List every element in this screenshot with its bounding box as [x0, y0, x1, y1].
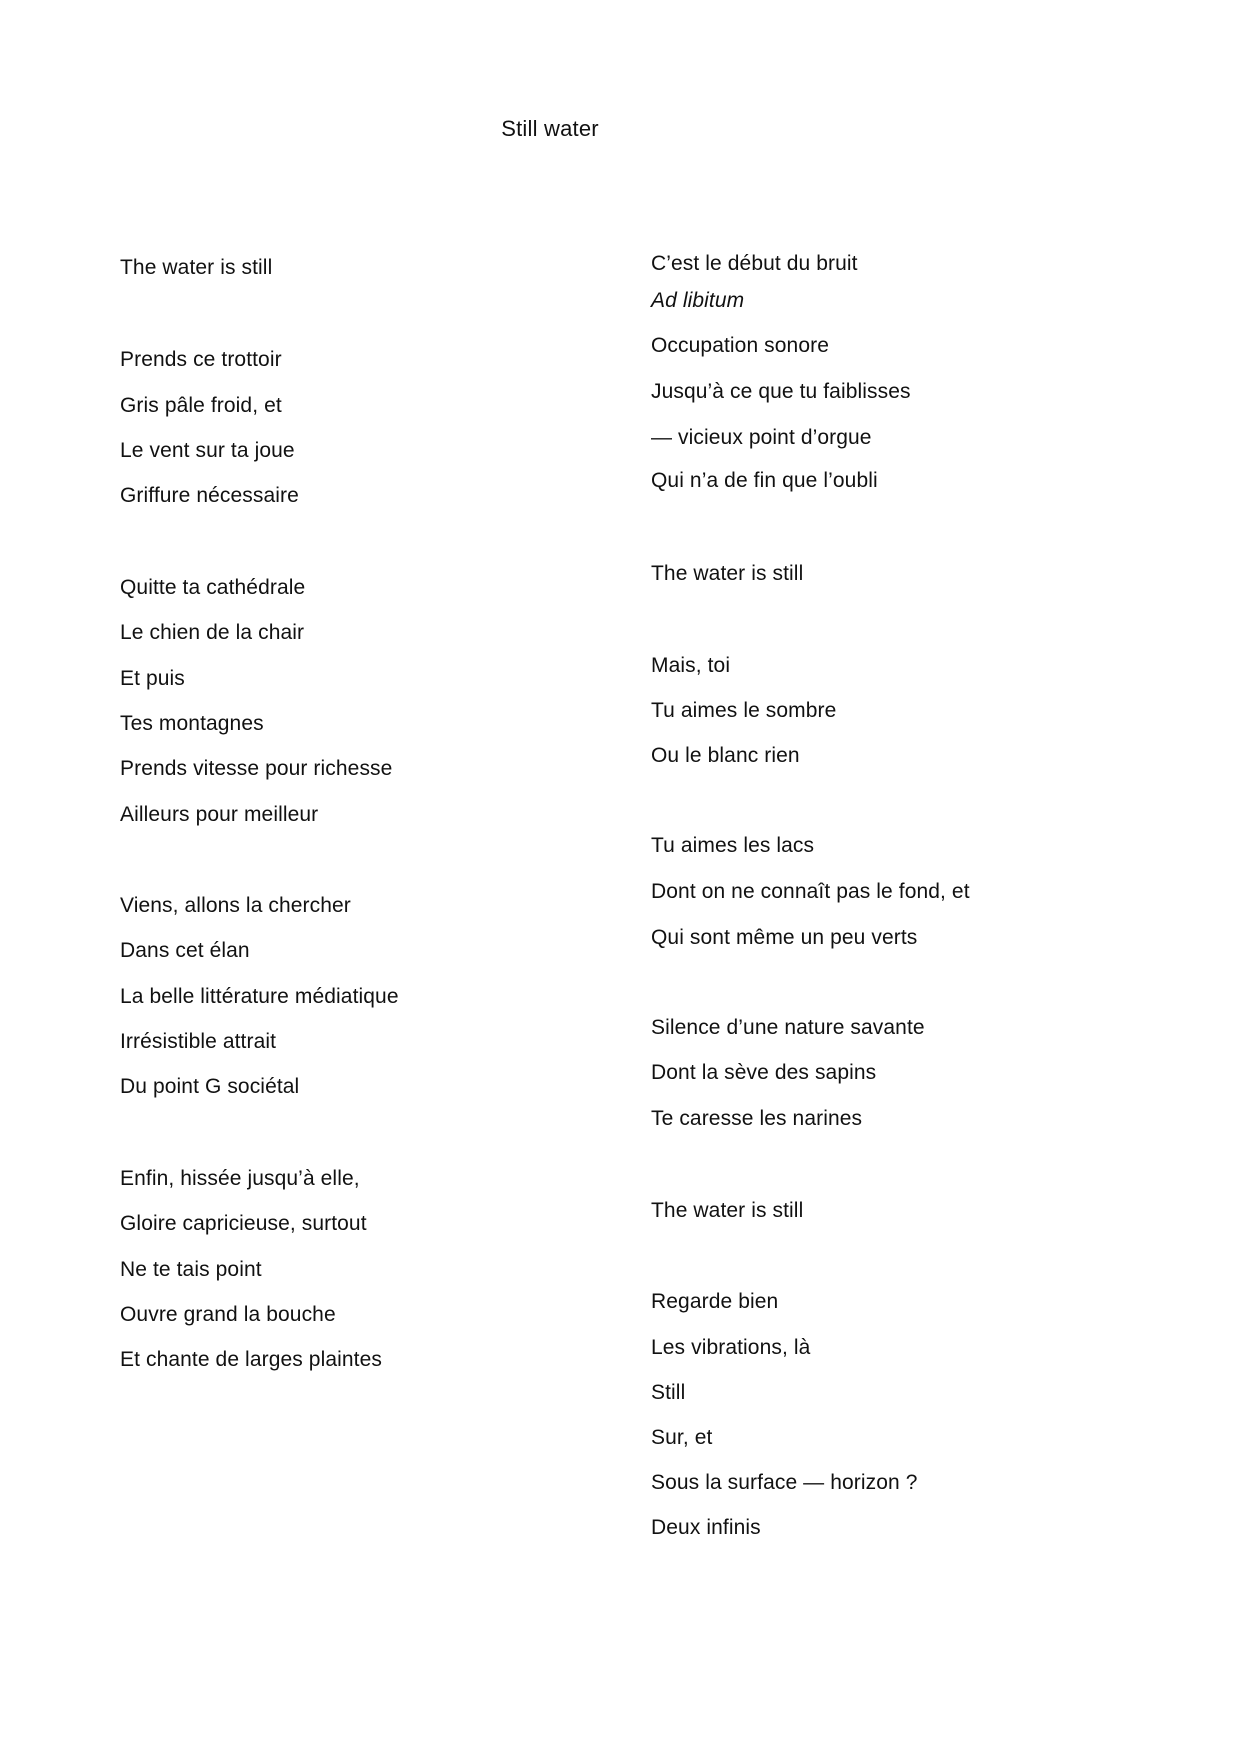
verse-line: — vicieux point d’orgue — [651, 426, 872, 449]
verse-line: Gris pâle froid, et — [120, 394, 282, 417]
verse-line: Irrésistible attrait — [120, 1030, 277, 1053]
verse-line: Dont la sève des sapins — [651, 1061, 877, 1084]
verse-line: Occupation sonore — [651, 334, 829, 357]
verse-line: Jusqu’à ce que tu faiblisses — [651, 380, 911, 403]
verse-line: Regarde bien — [651, 1290, 779, 1313]
verse-line: Et puis — [120, 667, 185, 690]
verse-line: Still — [651, 1381, 686, 1404]
verse-line: The water is still — [651, 562, 804, 585]
verse-line: Du point G sociétal — [120, 1075, 300, 1098]
verse-line: Enfin, hissée jusqu’à elle, — [120, 1167, 360, 1190]
verse-line: Qui sont même un peu verts — [651, 926, 918, 949]
verse-line: Ne te tais point — [120, 1258, 262, 1281]
verse-line: Tu aimes les lacs — [651, 834, 815, 857]
verse-line: Sur, et — [651, 1426, 713, 1449]
verse-line: Ailleurs pour meilleur — [120, 803, 319, 826]
verse-line: Le chien de la chair — [120, 621, 305, 644]
verse-line: The water is still — [120, 256, 273, 279]
verse-line-italic: Ad libitum — [651, 289, 745, 312]
verse-line: Prends ce trottoir — [120, 348, 282, 371]
verse-line: Dans cet élan — [120, 939, 250, 962]
verse-line: Et chante de larges plaintes — [120, 1348, 382, 1371]
verse-line: Ouvre grand la bouche — [120, 1303, 336, 1326]
verse-line: Gloire capricieuse, surtout — [120, 1212, 367, 1235]
verse-line: Dont on ne connaît pas le fond, et — [651, 880, 970, 903]
verse-line: La belle littérature médiatique — [120, 985, 399, 1008]
verse-line: Deux infinis — [651, 1516, 761, 1539]
verse-line: Mais, toi — [651, 654, 731, 677]
verse-line: Les vibrations, là — [651, 1336, 811, 1359]
verse-line: Te caresse les narines — [651, 1107, 863, 1130]
verse-line: Ou le blanc rien — [651, 744, 800, 767]
verse-line: Tu aimes le sombre — [651, 699, 837, 722]
verse-line: Griffure nécessaire — [120, 484, 299, 507]
verse-line: Tes montagnes — [120, 712, 264, 735]
verse-line: The water is still — [651, 1199, 804, 1222]
verse-line: Viens, allons la chercher — [120, 894, 351, 917]
verse-line: C’est le début du bruit — [651, 252, 858, 275]
poem-title: Still water — [501, 116, 599, 141]
verse-line: Quitte ta cathédrale — [120, 576, 306, 599]
verse-line: Silence d’une nature savante — [651, 1016, 925, 1039]
verse-line: Le vent sur ta joue — [120, 439, 295, 462]
verse-line: Qui n’a de fin que l’oubli — [651, 469, 878, 492]
verse-line: Prends vitesse pour richesse — [120, 757, 393, 780]
verse-line: Sous la surface — horizon ? — [651, 1471, 918, 1494]
